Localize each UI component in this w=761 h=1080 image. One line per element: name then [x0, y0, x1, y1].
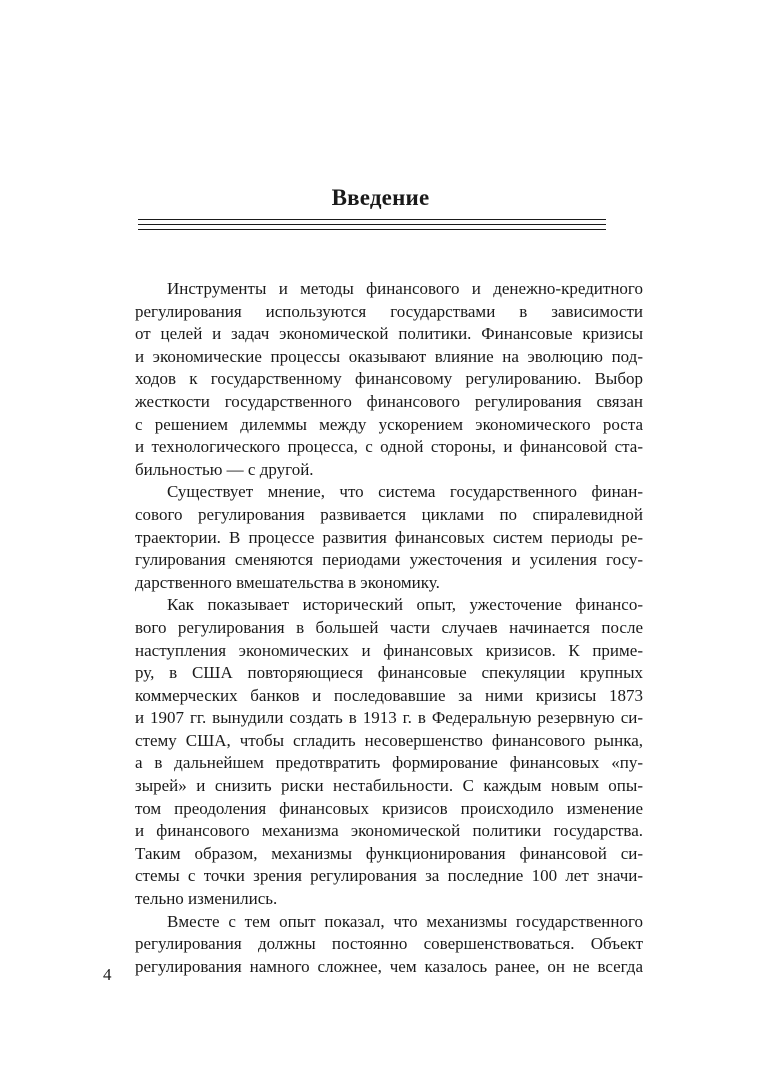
text-line: сового регулирования развивается циклами по спиралевидной — [135, 504, 643, 524]
text-line: вого регулирования в большей части случаев начинается после — [135, 617, 643, 637]
text-line: а в дальнейшем предотвратить формирование финансовых «пу- — [135, 753, 643, 773]
text-line: дарственного вмешательства в экономику. — [135, 572, 440, 592]
text-line: с решением дилеммы между ускорением экономического роста — [135, 414, 643, 434]
page-number: 4 — [103, 965, 112, 984]
text-line: Вместе с тем опыт показал, что механизмы государственного — [167, 911, 643, 931]
text-line: стемы с точки зрения регулирования за последние 100 лет значи- — [135, 866, 643, 886]
text-line: регулирования намного сложнее, чем казалось ранее, он не всегда — [135, 956, 643, 976]
text-line: от целей и задач экономической политики. Финансовые кризисы — [135, 324, 643, 344]
body-text — [103, 278, 643, 978]
text-line: жесткости государственного финансового регулирования связан — [135, 391, 643, 411]
text-line: наступления экономических и финансовых кризисов. К приме- — [135, 640, 643, 660]
text-line: гулирования сменяются периодами ужесточения и усиления госу- — [135, 550, 643, 570]
text-line: и экономические процессы оказывают влияние на эволюцию под- — [135, 346, 643, 366]
text-line: Как показывает исторический опыт, ужесточение финансо- — [167, 595, 643, 615]
text-line: тельно изменились. — [135, 889, 278, 909]
paragraph-3 — [103, 594, 643, 910]
text-line: коммерческих банков и последовавшие за ними кризисы 1873 — [135, 685, 643, 705]
text-line: зырей» и снизить риски нестабильности. С каждым новым опы- — [135, 776, 643, 796]
text-line: Инструменты и методы финансового и денежно-кредитного — [167, 279, 643, 298]
text-line: ру, в США повторяющиеся финансовые спекуляции крупных — [135, 663, 643, 683]
text-line: и технологического процесса, с одной стороны, и финансовой ста- — [135, 437, 643, 457]
text-line: Таким образом, механизмы функционирования финансовой си- — [135, 843, 643, 863]
text-line: том преодоления финансовых кризисов происходило изменение — [135, 798, 643, 818]
title-rule-top — [138, 219, 606, 220]
text-line: стему США, чтобы сгладить несовершенство финансового рынка, — [135, 730, 643, 750]
paragraph-1 — [103, 278, 643, 481]
text-line: ходов к государственному финансовому регулированию. Выбор — [135, 369, 643, 389]
text-line: и 1907 гг. вынудили создать в 1913 г. в Федеральную резервную си- — [135, 708, 643, 728]
title-rule-bottom — [138, 229, 606, 230]
chapter-title: Введение — [331, 185, 430, 210]
paragraph-2 — [103, 481, 643, 594]
text-line: и финансового механизма экономической политики государства. — [135, 821, 643, 841]
text-line: Существует мнение, что система государственного финан- — [167, 482, 643, 502]
title-rule-middle — [138, 224, 606, 225]
paragraph-4 — [103, 911, 643, 979]
text-line: траектории. В процессе развития финансовых систем периоды ре- — [135, 527, 643, 547]
text-line: регулирования должны постоянно совершенствоваться. Объект — [135, 934, 643, 954]
text-line: бильностью — с другой. — [135, 459, 314, 479]
text-line: регулирования используются государствами в зависимости — [135, 301, 643, 321]
